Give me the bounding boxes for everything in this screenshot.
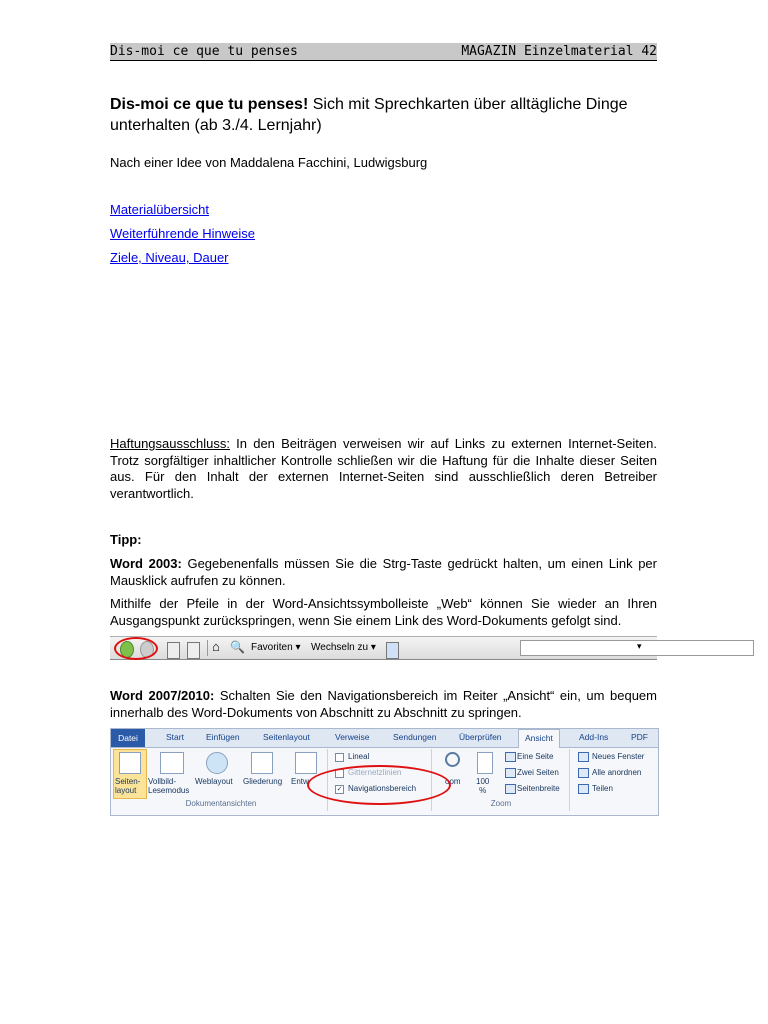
ribbon-tab-bar (111, 729, 658, 748)
search-icon[interactable]: 🔍 (230, 640, 245, 654)
ruler-label: Lineal (348, 752, 370, 761)
ruler-checkbox[interactable] (335, 753, 344, 762)
home-icon[interactable]: ⌂ (212, 639, 220, 654)
chevron-down-icon[interactable]: ▾ (637, 641, 642, 651)
tab-start[interactable]: Start (166, 732, 184, 742)
title-rest: Sich mit Sprechkarten über alltägliche Dinge unterhalten (ab 3./4. Lernjahr) (110, 96, 628, 134)
show-only-toolbar-icon[interactable] (386, 642, 399, 659)
favorites-menu[interactable]: Favoriten ▾ (251, 642, 301, 653)
tab-pdf[interactable]: PDF (631, 732, 648, 742)
print-layout-icon (119, 752, 141, 774)
gridlines-label: Gitternetzlinien (348, 768, 402, 777)
zoom-100-button[interactable]: 100 % (476, 777, 490, 795)
highlight-ellipse (307, 765, 451, 805)
goto-menu[interactable]: Wechseln zu ▾ (311, 642, 376, 653)
header-left: Dis-moi ce que tu penses (110, 44, 298, 59)
tab-ansicht[interactable]: Ansicht (518, 729, 560, 748)
reading-mode-icon (160, 752, 184, 774)
refresh-icon[interactable] (187, 642, 200, 659)
views-group-label: Dokumentansichten (185, 799, 257, 808)
running-header (110, 43, 657, 61)
word2007-label: Word 2007/2010: (110, 688, 215, 703)
view-draft[interactable]: Entw (291, 777, 309, 786)
two-pages-icon (505, 768, 516, 778)
split-icon (578, 784, 589, 794)
disclaimer-paragraph (110, 436, 657, 502)
zoom-100-icon (477, 752, 493, 774)
word2003-text: Gegebenenfalls müssen Sie die Strg-Taste gedrückt halten, um einen Link per Mausklick aufrufen zu können. (110, 556, 657, 588)
split-button[interactable]: Teilen (592, 784, 613, 793)
link-material-overview[interactable]: Materialübersicht (110, 202, 209, 217)
tab-sendungen[interactable]: Sendungen (393, 732, 437, 742)
highlight-oval (114, 637, 158, 660)
arrows-paragraph: Mithilfe der Pfeile in der Word-Ansichtssymbolleiste „Web“ können Sie wieder an Ihren Ausgangspunkt zurückspringen, wenn Sie einem Link des Word-Dokuments gefolgt sind. (110, 596, 657, 628)
document-title (110, 94, 657, 136)
page-width-icon (505, 784, 516, 794)
view-reading-mode[interactable]: Vollbild- Lesemodus (148, 777, 190, 795)
one-page-icon (505, 752, 516, 762)
draft-icon (295, 752, 317, 774)
word2007-paragraph (110, 688, 657, 721)
zoom-group-label: Zoom (490, 799, 512, 808)
new-window-icon (578, 752, 589, 762)
arrange-all-button[interactable]: Alle anordnen (592, 768, 642, 777)
navigation-pane-checkbox[interactable]: ✓ (336, 786, 343, 793)
two-pages-button[interactable]: Zwei Seiten (517, 768, 559, 777)
navigation-pane-label: Navigationsbereich (348, 784, 417, 793)
arrange-all-icon (578, 768, 589, 778)
tab-seitenlayout[interactable]: Seitenlayout (263, 732, 310, 742)
tab-datei[interactable]: Datei (111, 729, 145, 747)
link-further-notes[interactable]: Weiterführende Hinweise (110, 226, 255, 241)
page-width-button[interactable]: Seitenbreite (517, 784, 560, 793)
new-window-button[interactable]: Neues Fenster (592, 752, 645, 761)
view-print-layout[interactable]: Seiten- layout (115, 777, 141, 795)
header-right: MAGAZIN Einzelmaterial 42 (461, 44, 657, 59)
disclaimer-label: Haftungsausschluss: (110, 436, 230, 451)
tip-heading: Tipp: (110, 532, 142, 547)
title-bold: Dis-moi ce que tu penses! (110, 96, 309, 113)
view-web-layout[interactable]: Weblayout (195, 777, 233, 786)
word2007-text: Schalten Sie den Navigationsbereich im Reiter „Ansicht“ ein, um bequem innerhalb des Word-Dokuments von Abschnitt zu Abschnitt zu springen. (110, 688, 657, 720)
tab-einfuegen[interactable]: Einfügen (206, 732, 240, 742)
outline-icon (251, 752, 273, 774)
tab-addins[interactable]: Add-Ins (579, 732, 609, 742)
one-page-button[interactable]: Eine Seite (517, 752, 554, 761)
view-outline[interactable]: Gliederung (243, 777, 283, 786)
web-layout-icon (206, 752, 228, 774)
toolbar-divider (207, 640, 208, 656)
word2003-label: Word 2003: (110, 556, 182, 571)
link-goals-level-duration[interactable]: Ziele, Niveau, Dauer (110, 250, 229, 265)
tab-verweise[interactable]: Verweise (335, 732, 370, 742)
credit-line: Nach einer Idee von Maddalena Facchini, Ludwigsburg (110, 155, 428, 170)
tab-ueberpruefen[interactable]: Überprüfen (459, 732, 502, 742)
zoom-icon[interactable] (445, 752, 460, 767)
web-toolbar (110, 636, 657, 660)
zoom-label[interactable]: oom (445, 777, 461, 786)
word2003-paragraph (110, 556, 657, 589)
disclaimer-text: In den Beiträgen verweisen wir auf Links zu externen Internet-Seiten. Trotz sorgfältiger inhaltlicher Kontrolle schließen wir die Haftung für die Inhalte dieser Seiten aus. Für den Inhalt der externen Internet-Seiten sind ausschließlich deren Betreiber verantwortlich. (110, 436, 657, 501)
group-divider (569, 749, 570, 811)
stop-icon[interactable] (167, 642, 180, 659)
